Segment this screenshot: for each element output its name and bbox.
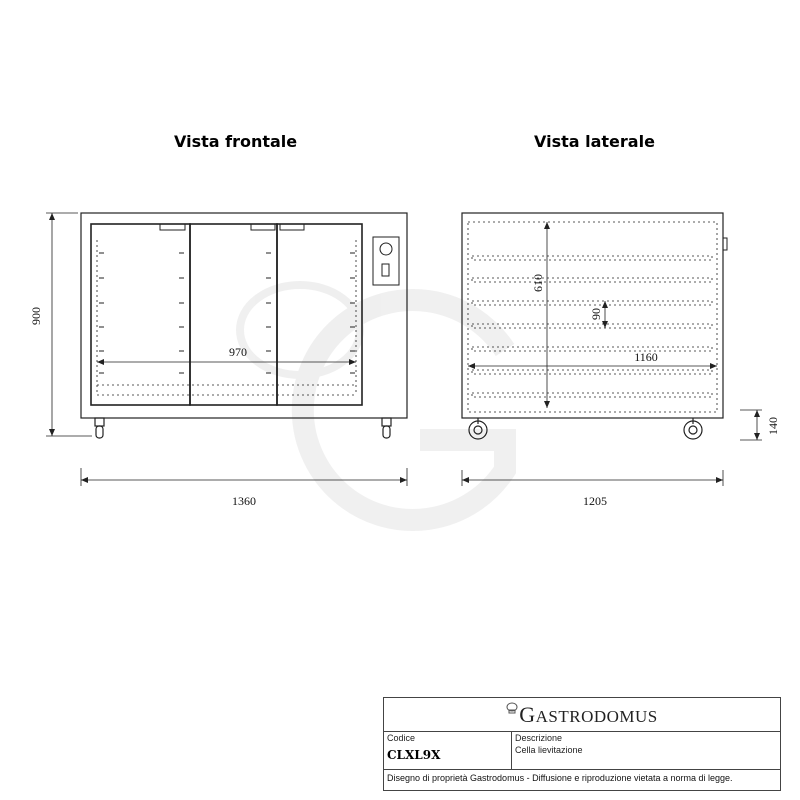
code-value: CLXL9X bbox=[387, 748, 441, 762]
control-switch-icon bbox=[382, 264, 389, 276]
company-logo bbox=[384, 698, 780, 732]
front-handle-right bbox=[280, 224, 304, 230]
side-tray-rails bbox=[472, 256, 712, 397]
code-label: Codice bbox=[387, 733, 416, 743]
title-block-info-row bbox=[384, 731, 780, 770]
front-door-left bbox=[91, 224, 190, 405]
title-block bbox=[383, 697, 781, 791]
dim-side-inner-depth: 1160 bbox=[634, 350, 658, 364]
front-door-center bbox=[190, 224, 277, 405]
dim-front-height: 900 bbox=[29, 307, 43, 325]
side-view-title: Vista laterale bbox=[534, 132, 655, 151]
dim-side-total-depth: 1205 bbox=[583, 494, 607, 508]
side-wheel-right bbox=[684, 418, 702, 439]
front-handle-left bbox=[160, 224, 185, 230]
dim-front-total-width: 1360 bbox=[232, 494, 256, 508]
dim-front-inner-width: 970 bbox=[229, 345, 247, 359]
side-view bbox=[462, 213, 727, 439]
dim-side-inner-height: 610 bbox=[531, 274, 545, 292]
description-label: Descrizione bbox=[515, 733, 563, 743]
front-handle-center bbox=[251, 224, 275, 230]
dim-side-wheel-height: 140 bbox=[766, 417, 780, 435]
watermark-logo bbox=[240, 285, 505, 520]
front-caster-right bbox=[382, 418, 391, 438]
code-cell bbox=[384, 731, 512, 769]
front-caster-left bbox=[95, 418, 104, 438]
control-panel bbox=[373, 237, 399, 285]
chef-hat-icon bbox=[506, 702, 518, 714]
ownership-notice: Disegno di proprietà Gastrodomus - Diffusione e riproduzione vietata a norma di legge. bbox=[387, 773, 733, 783]
description-cell bbox=[512, 731, 780, 769]
front-view-title: Vista frontale bbox=[174, 132, 298, 151]
description-value: Cella lievitazione bbox=[515, 745, 583, 755]
dim-side-shelf-pitch: 90 bbox=[589, 308, 603, 320]
company-name: GASTRODOMUS bbox=[519, 701, 658, 727]
control-knob-icon bbox=[380, 243, 392, 255]
